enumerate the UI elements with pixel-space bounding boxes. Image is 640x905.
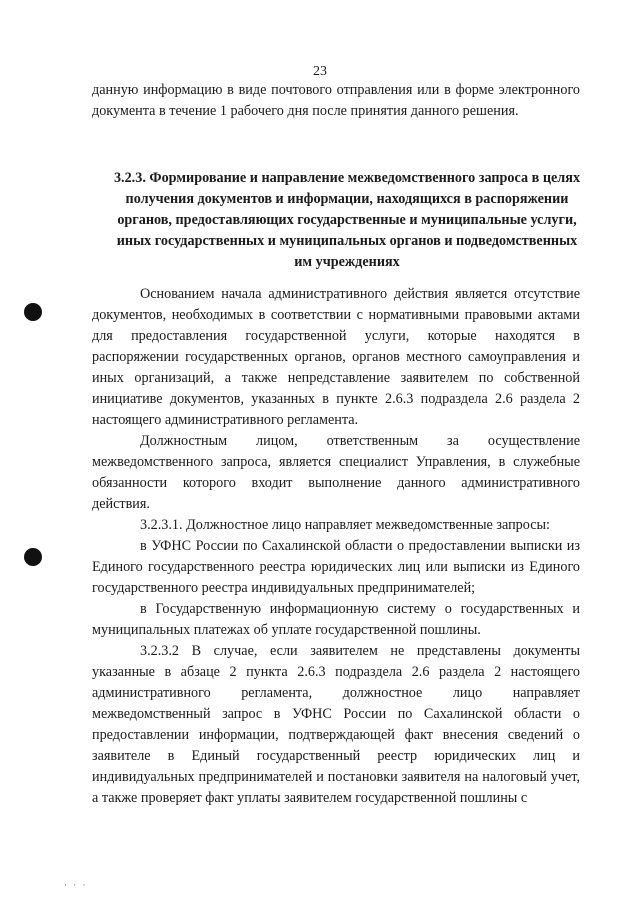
punch-hole-upper — [24, 303, 42, 321]
section-heading: 3.2.3. Формирование и направление межведомственного запроса в целях получения документов и информации, находящихся в распоряжении органов, предоставляющих государственные и муниципальные услуги, иных государственных и муниципальных органов и подведомственных им учреждениях — [113, 170, 581, 270]
footer-mark: · · · — [64, 880, 88, 890]
paragraph-gis-request: в Государственную информационную систему о государственных и муниципальных платежах об уплате государственной пошлины. — [92, 601, 580, 638]
page-number: 23 — [313, 64, 327, 79]
paragraph-basis: Основанием начала административного действия является отсутствие документов, необходимых в соответствии с нормативными правовыми актами для предоставления государственной услуги, которые находятся в распоряжении государственных органов, органов местного самоуправления и иных организаций, а также непредставление заявителем по собственной инициативе документов, указанных в пункте 2.6.3 подраздела 2.6 раздела 2 настоящего административного регламента. — [92, 286, 580, 428]
paragraph-3-2-3-1: 3.2.3.1. Должностное лицо направляет межведомственные запросы: — [140, 517, 550, 533]
punch-hole-lower — [24, 548, 42, 566]
intro-paragraph: данную информацию в виде почтового отправления или в форме электронного документа в течение 1 рабочего дня после принятия данного решения. — [92, 82, 580, 119]
paragraph-3-2-3-2: 3.2.3.2 В случае, если заявителем не представлены документы указанные в абзаце 2 пункта 2.6.3 подраздела 2.6 раздела 2 настоящего административного регламента, должностное лицо направляет межведомственный запрос в УФНС России по Сахалинской области о предоставлении информации, подтверждающей факт внесения сведений о заявителе в Единый государственный реестр юридических лиц и индивидуальных предпринимателей и постановки заявителя на налоговый учет, а также проверяет факт уплаты заявителем государственной пошлины с — [92, 643, 580, 806]
paragraph-responsible: Должностным лицом, ответственным за осуществление межведомственного запроса, является специалист Управления, в служебные обязанности которого входит выполнение данного административного действия. — [92, 433, 580, 512]
paragraph-ufns-request: в УФНС России по Сахалинской области о предоставлении выписки из Единого государственного реестра юридических лиц или выписки из Единого государственного реестра индивидуальных предпринимателей; — [92, 538, 580, 596]
